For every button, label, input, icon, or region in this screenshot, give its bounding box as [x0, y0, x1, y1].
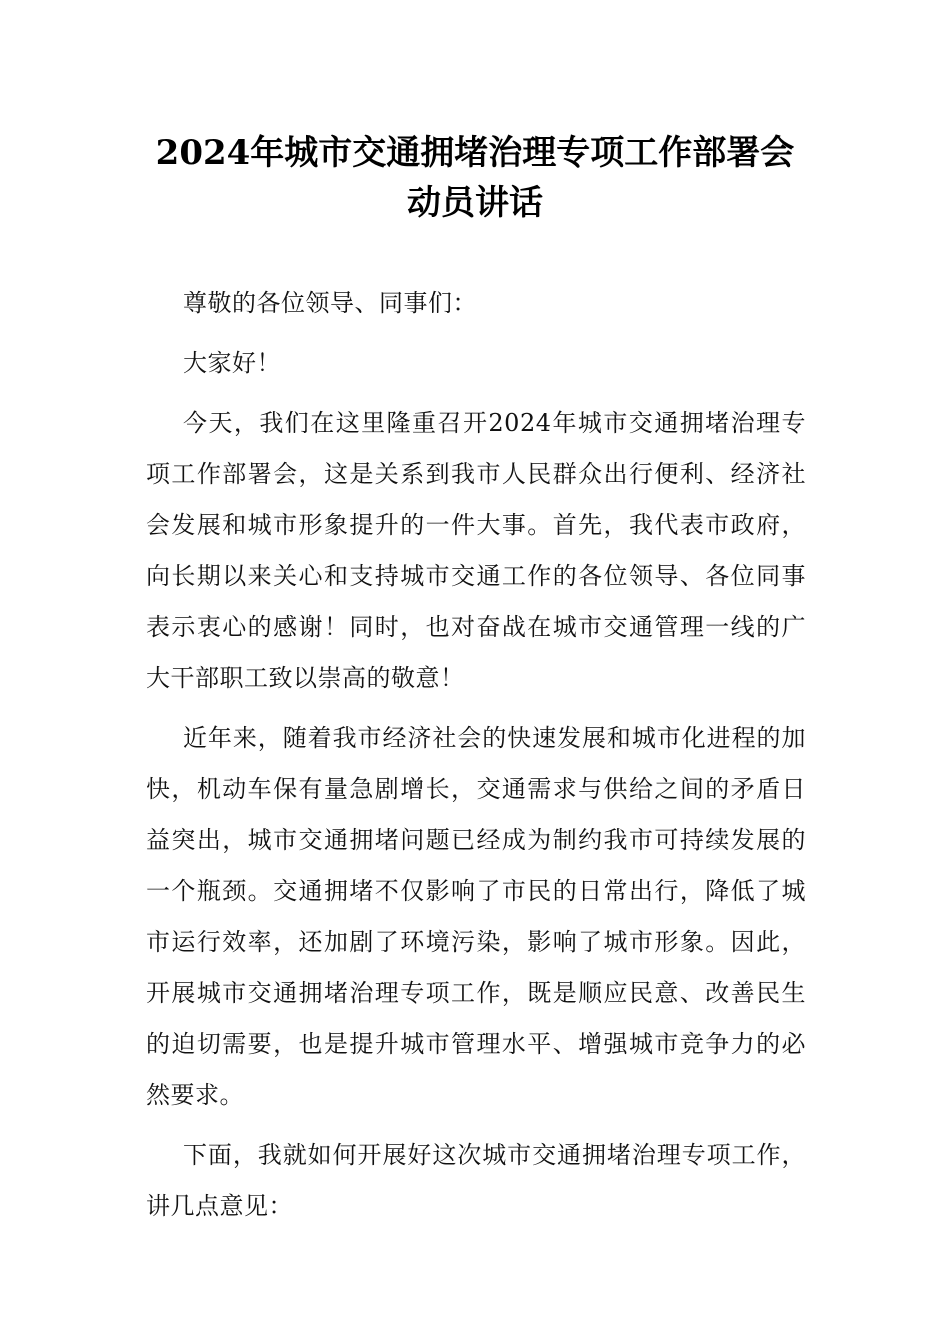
body-paragraph: 下面，我就如何开展好这次城市交通拥堵治理专项工作，讲几点意见：: [146, 1141, 806, 1220]
body-paragraph: 今天，我们在这里隆重召开2024年城市交通拥堵治理专项工作部署会，这是关系到我市人民群众出行便利、经济社会发展和城市形象提升的一件大事。首先，我代表市政府，向长期以来关心和支持城市交通工作的各位领导、各位同事表示衷心的感谢！同时，也对奋战在城市交通管理一线的广大干部职工致以崇高的敬意！: [146, 409, 806, 692]
body-paragraph: 近年来，随着我市经济社会的快速发展和城市化进程的加快，机动车保有量急剧增长，交通需求与供给之间的矛盾日益突出，城市交通拥堵问题已经成为制约我市可持续发展的一个瓶颈。交通拥堵不仅影响了市民的日常出行，降低了城市运行效率，还加剧了环境污染，影响了城市形象。因此，开展城市交通拥堵治理专项工作，既是顺应民意、改善民生的迫切需要，也是提升城市管理水平、增强城市竞争力的必然要求。: [146, 724, 806, 1109]
document-body: [146, 278, 806, 1241]
greeting: 大家好！: [183, 349, 281, 377]
title-line-1: 2024年城市交通拥堵治理专项工作部署会: [155, 133, 795, 173]
salutation: 尊敬的各位领导、同事们：: [183, 289, 477, 317]
title-line-2: 动员讲话: [407, 183, 543, 223]
document-title: [140, 128, 810, 228]
